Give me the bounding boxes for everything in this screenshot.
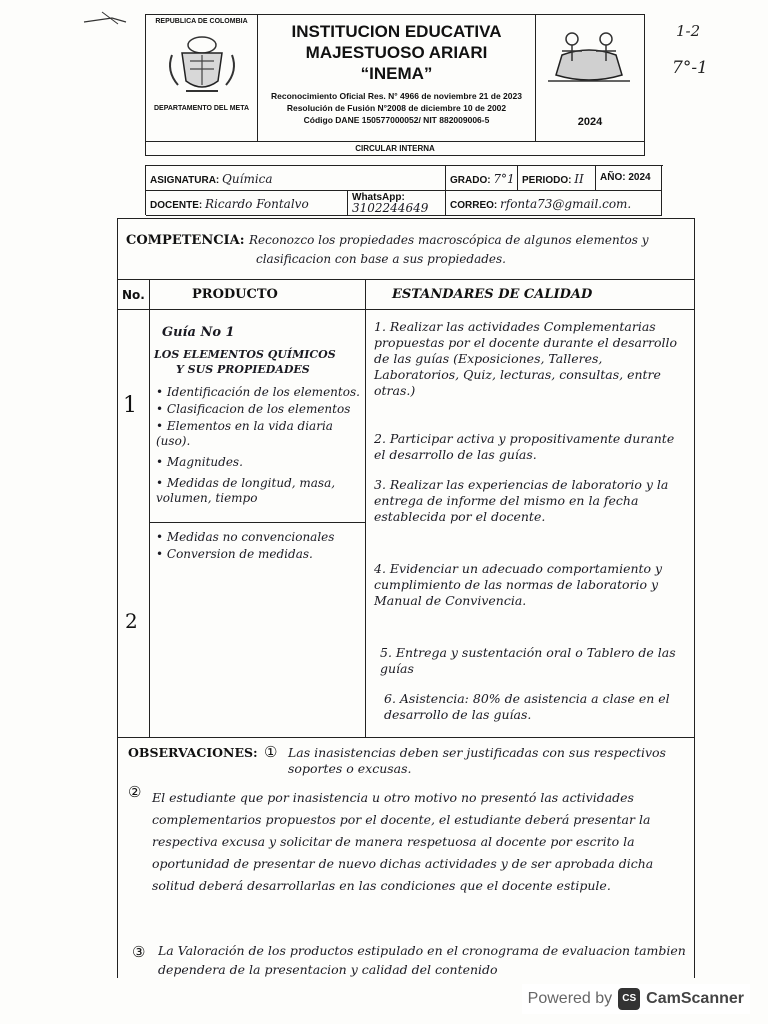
estandar-3: 3. Realizar las experiencias de laboratorio y la entrega de informe del mismo en la fecha establecida por el docente. — [374, 477, 669, 524]
row1-item: • Identificación de los elementos. — [156, 385, 360, 399]
whatsapp-cell — [348, 191, 446, 216]
dane-code: Código DANE 150577000052/ NIT 882009006-5 — [303, 115, 490, 125]
margin-note-pages: 1-2 — [676, 22, 701, 40]
school-logo-icon — [536, 15, 642, 99]
correo-label: CORREO: — [450, 200, 498, 211]
powered-by-label: Powered by — [527, 990, 613, 1007]
col-header-producto: PRODUCTO — [192, 287, 278, 302]
correo-cell — [446, 191, 662, 216]
plan-table — [117, 218, 695, 978]
grado-label: GRADO: — [450, 175, 491, 186]
department-coat-of-arms-icon — [146, 25, 258, 99]
periodo-cell — [518, 166, 596, 191]
course-info-grid — [145, 165, 663, 215]
row1-items — [156, 385, 364, 506]
school-title-line3: “INEMA” — [360, 64, 433, 83]
docente-value: Ricardo Fontalvo — [205, 197, 309, 211]
periodo-label: PERIODO: — [522, 175, 572, 186]
header-title-cell — [258, 15, 536, 141]
pen-mark — [82, 8, 132, 32]
estandar-4: 4. Evidenciar un adecuado comportamiento y cumplimiento de las normas de laboratorio y Manual de Convivencia. — [374, 561, 663, 608]
rule — [118, 279, 694, 280]
anio-label: AÑO: 2024 — [600, 172, 651, 183]
estandar-6: 6. Asistencia: 80% de asistencia a clase en el desarrollo de las guías. — [384, 691, 670, 722]
periodo-value: II — [574, 172, 584, 186]
country-label: REPUBLICA DE COLOMBIA — [155, 18, 248, 25]
rule — [149, 522, 365, 523]
anio-cell — [596, 166, 662, 191]
margin-note-grade: 7°-1 — [672, 58, 708, 78]
header-right-cell — [536, 15, 644, 141]
school-title-line1: INSTITUCION EDUCATIVA — [291, 22, 502, 41]
observaciones-label: OBSERVACIONES: — [128, 745, 258, 760]
row-number-1: 1 — [123, 393, 137, 418]
grado-cell — [446, 166, 518, 191]
rule — [365, 279, 366, 737]
school-header — [145, 14, 645, 156]
row1-item: • Elementos en la vida diaria (uso). — [156, 419, 333, 448]
tema-line-1: LOS ELEMENTOS QUÍMICOS — [154, 348, 336, 361]
rule — [118, 737, 694, 738]
estandar-5: 5. Entrega y sustentación oral o Tablero de las guías — [380, 645, 676, 676]
row2-item: • Medidas no convencionales — [156, 530, 335, 544]
department-label: DEPARTAMENTO DEL META — [153, 105, 250, 112]
row1-item: • Magnitudes. — [156, 455, 243, 469]
col-header-no: No. — [122, 288, 145, 302]
row2-items — [156, 529, 366, 563]
rule — [149, 279, 150, 737]
header-left-cell — [146, 15, 258, 141]
observacion-1: Las inasistencias deben ser justificadas con sus respectivos soportes o excusas. — [288, 745, 666, 776]
observacion-3: La Valoración de los productos estipulado en el cronograma de evaluacion tambien dependera de la presentacion y calidad del contenido — [158, 943, 686, 977]
resolution-1: Reconocimiento Oficial Res. N° 4966 de noviembre 21 de 2023 — [271, 91, 522, 101]
tema-line-2: Y SUS PROPIEDADES — [176, 363, 310, 376]
circular-label: CIRCULAR INTERNA — [146, 141, 644, 156]
asignatura-cell — [146, 166, 446, 191]
asignatura-value: Química — [222, 172, 273, 186]
header-year: 2024 — [577, 116, 603, 128]
estandar-1: 1. Realizar las actividades Complementarias propuestas por el docente durante el desarrollo de las guías (Exposiciones, Talleres, Laboratorios, Quiz, lecturas, consultas, entre otras.) — [374, 319, 678, 398]
row1-item: • Medidas de longitud, masa, volumen, tiempo — [156, 476, 336, 505]
competencia-block — [126, 231, 686, 266]
observacion-1-number: ① — [264, 744, 278, 761]
observacion-3-number: ③ — [132, 944, 146, 961]
grado-value: 7°1 — [493, 172, 515, 186]
competencia-text-2: clasificacion con base a sus propiedades. — [256, 252, 506, 266]
whatsapp-value: 3102244649 — [352, 201, 429, 215]
camscanner-brand: CamScanner — [646, 990, 744, 1007]
correo-value: rfonta73@gmail.com. — [500, 197, 632, 211]
observacion-2-number: ② — [128, 784, 142, 801]
row2-item: • Conversion de medidas. — [156, 547, 313, 561]
docente-label: DOCENTE: — [150, 200, 203, 211]
row1-item: • Clasificacion de los elementos — [156, 402, 351, 416]
school-title-line2: MAJESTUOSO ARIARI — [305, 43, 488, 62]
row-number-2: 2 — [125, 609, 138, 633]
resolution-2: Resolución de Fusión N°2008 de diciembre 10 de 2002 — [286, 103, 507, 113]
camscanner-logo-icon: CS — [618, 988, 640, 1010]
competencia-text-1: Reconozco los propiedades macroscópica de algunos elementos y — [248, 233, 649, 247]
docente-cell — [146, 191, 348, 216]
asignatura-label: ASIGNATURA: — [150, 175, 220, 186]
guia-title: Guía No 1 — [162, 325, 235, 340]
estandar-2: 2. Participar activa y propositivamente durante el desarrollo de las guías. — [374, 431, 675, 462]
competencia-label: COMPETENCIA: — [126, 233, 245, 248]
rule — [118, 309, 694, 310]
camscanner-watermark — [522, 984, 750, 1014]
observacion-2: El estudiante que por inasistencia u otro motivo no presentó las actividades complementarios propuestos por el docente, el estudiante deberá presentar la respectiva excusa y solicitar de manera respetuosa al docente por escrito la oportunidad de presentar de nuevo dichas actividades y de ser aprobada dicha solitud deberá desarrollarlas en las condiciones que el docente estipule. — [152, 790, 654, 893]
col-header-estandares: ESTANDARES DE CALIDAD — [392, 287, 593, 302]
whatsapp-label: WhatsApp: — [352, 192, 405, 203]
